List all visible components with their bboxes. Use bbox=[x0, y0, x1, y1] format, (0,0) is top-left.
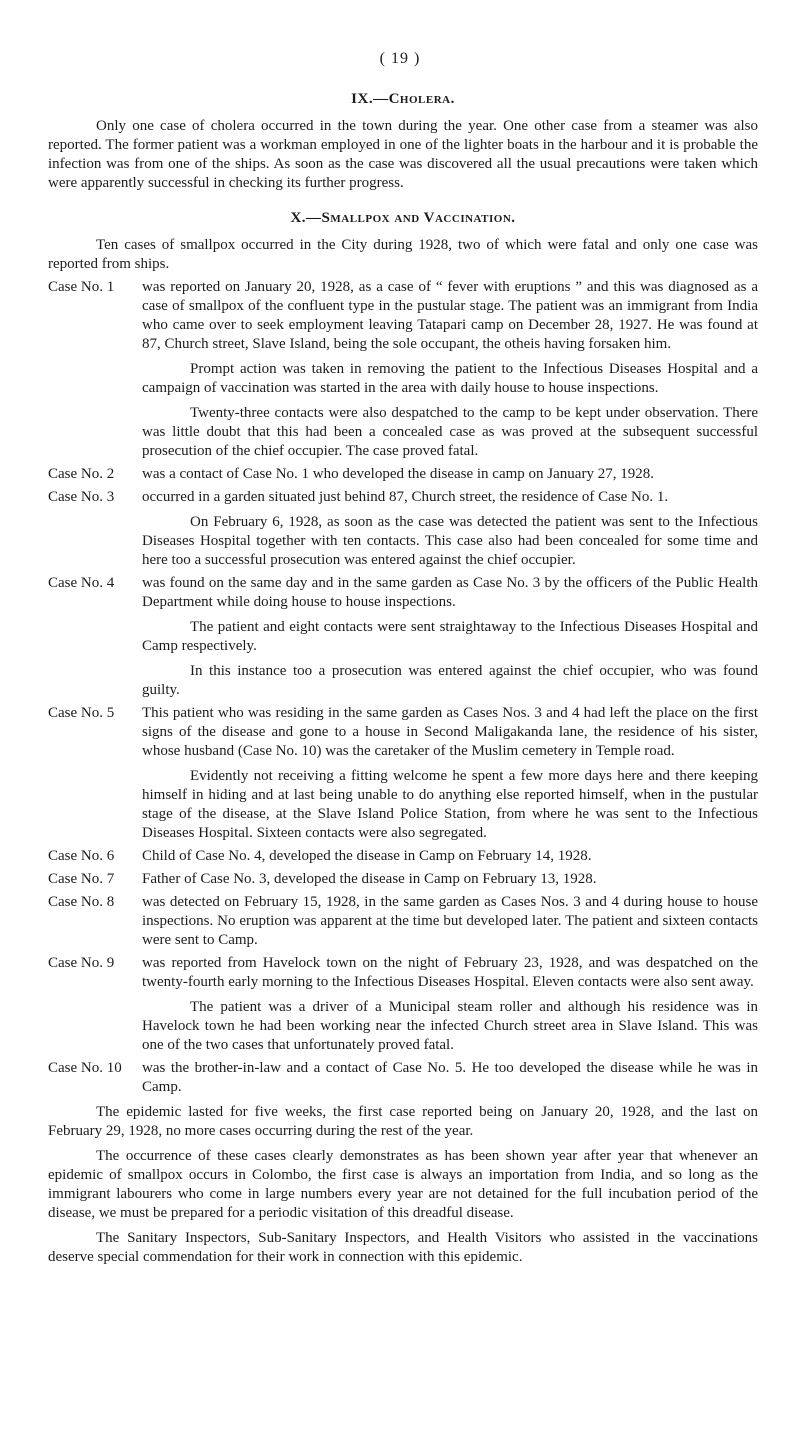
case-entry-3 bbox=[48, 488, 758, 570]
case-label: Case No. 4 bbox=[48, 575, 115, 591]
closing-paragraph-3: The Sanitary Inspectors, Sub-Sanitary Inspectors, and Health Visitors who assisted in the vaccinations deserve special commendation for their work in connection with this epidemic. bbox=[48, 1230, 758, 1265]
case-text: On February 6, 1928, as soon as the case was detected the patient was sent to the Infectious Diseases Hospital together with ten contacts. This case also had been concealed for some time and here too a successful prosecution was entered against the chief occupier. bbox=[142, 514, 758, 568]
case-label: Case No. 10 bbox=[48, 1060, 122, 1076]
case-text: Evidently not receiving a fitting welcome he spent a few more days here and there keeping himself in hiding and at last being unable to do anything else reported himself, when in the pustular stage of the disease, at the Slave Island Police Station, from where he was sent to the Infectious Diseases Hospital. Sixteen contacts were also segregated. bbox=[142, 768, 758, 841]
case-entry-10 bbox=[48, 1059, 758, 1097]
case-text: was found on the same day and in the same garden as Case No. 3 by the officers of the Public Health Department while doing house to house inspections. bbox=[142, 575, 758, 610]
page-number: ( 19 ) bbox=[379, 50, 421, 67]
cholera-paragraph: Only one case of cholera occurred in the town during the year. One other case from a steamer was also reported. The former patient was a workman employed in one of the lighter boats in the harbour and it is probable the infection was from one of the ships. As soon as the case was discovered all the usual precautions were taken which were apparently successful in checking its further progress. bbox=[48, 118, 758, 191]
closing-paragraph-1: The epidemic lasted for five weeks, the first case reported being on January 20, 1928, and the last on February 29, 1928, no more cases occurring during the rest of the year. bbox=[48, 1104, 758, 1139]
case-text: The patient and eight contacts were sent straightaway to the Infectious Diseases Hospital and Camp respectively. bbox=[142, 619, 758, 654]
case-list bbox=[48, 278, 758, 1097]
cholera-heading: IX.—Cholera. bbox=[351, 91, 455, 107]
case-label: Case No. 1 bbox=[48, 279, 115, 295]
case-label: Case No. 7 bbox=[48, 871, 115, 887]
case-text: This patient who was residing in the same garden as Cases Nos. 3 and 4 had left the place on the first signs of the disease and gone to a house in Second Maligakanda lane, the residence of his sister, whose husband (Case No. 10) was the caretaker of the Muslim cemetery in Temple road. bbox=[142, 705, 758, 759]
case-entry-9 bbox=[48, 954, 758, 1055]
case-label: Case No. 2 bbox=[48, 466, 115, 482]
case-entry-7 bbox=[48, 870, 758, 889]
document-body bbox=[48, 90, 758, 1267]
closing-paragraph-2: The occurrence of these cases clearly demonstrates as has been shown year after year that whenever an epidemic of smallpox occurs in Colombo, the first case is always an importation from India, and so long as the immigrant labourers who come in large numbers every year are not detained for the full incubation period of the disease, we must be prepared for a periodic visitation of this dreadful disease. bbox=[48, 1148, 758, 1221]
case-label: Case No. 9 bbox=[48, 955, 115, 971]
case-text: Twenty-three contacts were also despatched to the camp to be kept under observation. There was little doubt that this had been a concealed case as was proved at the subsequent successful prosecution of the chief occupier. The case proved fatal. bbox=[142, 405, 758, 459]
case-entry-2 bbox=[48, 465, 758, 484]
case-text: Child of Case No. 4, developed the disease in Camp on February 14, 1928. bbox=[142, 848, 592, 864]
case-entry-1 bbox=[48, 278, 758, 461]
case-text: In this instance too a prosecution was entered against the chief occupier, who was found guilty. bbox=[142, 663, 758, 698]
case-label: Case No. 8 bbox=[48, 894, 115, 910]
case-text: Father of Case No. 3, developed the disease in Camp on February 13, 1928. bbox=[142, 871, 597, 887]
case-text: occurred in a garden situated just behind 87, Church street, the residence of Case No. 1. bbox=[142, 489, 669, 505]
case-text: was reported from Havelock town on the night of February 23, 1928, and was despatched on the twenty-fourth early morning to the Infectious Diseases Hospital. Eleven contacts were also sent away. bbox=[142, 955, 758, 990]
case-label: Case No. 3 bbox=[48, 489, 115, 505]
case-entry-8 bbox=[48, 893, 758, 950]
case-text: was a contact of Case No. 1 who developed the disease in camp on January 27, 1928. bbox=[142, 466, 654, 482]
case-text: was the brother-in-law and a contact of Case No. 5. He too developed the disease while he was in Camp. bbox=[142, 1060, 758, 1095]
case-entry-6 bbox=[48, 847, 758, 866]
case-entry-5 bbox=[48, 704, 758, 843]
case-text: was detected on February 15, 1928, in the same garden as Cases Nos. 3 and 4 during house to house inspections. No eruption was apparent at the time but developed later. The patient and sixteen contacts were sent to Camp. bbox=[142, 894, 758, 948]
smallpox-heading: X.—Smallpox and Vaccination. bbox=[290, 210, 516, 226]
case-label: Case No. 6 bbox=[48, 848, 115, 864]
case-label: Case No. 5 bbox=[48, 705, 115, 721]
case-entry-4 bbox=[48, 574, 758, 700]
case-text: The patient was a driver of a Municipal steam roller and although his residence was in Havelock town he had been working near the infected Church street area in Slave Island. This was one of the two cases that unfortunately proved fatal. bbox=[142, 999, 758, 1053]
smallpox-intro: Ten cases of smallpox occurred in the City during 1928, two of which were fatal and only one case was reported from ships. bbox=[48, 237, 758, 272]
case-text: Prompt action was taken in removing the patient to the Infectious Diseases Hospital and a campaign of vaccination was started in the area with daily house to house inspections. bbox=[142, 361, 758, 396]
case-text: was reported on January 20, 1928, as a case of “ fever with eruptions ” and this was diagnosed as a case of smallpox of the confluent type in the pustular stage. The patient was an immigrant from India who came over to seek employment leaving Tatapari camp on December 28, 1927. He was found at 87, Church street, Slave Island, being the sole occupant, the otheis having forsaken him. bbox=[142, 279, 758, 352]
